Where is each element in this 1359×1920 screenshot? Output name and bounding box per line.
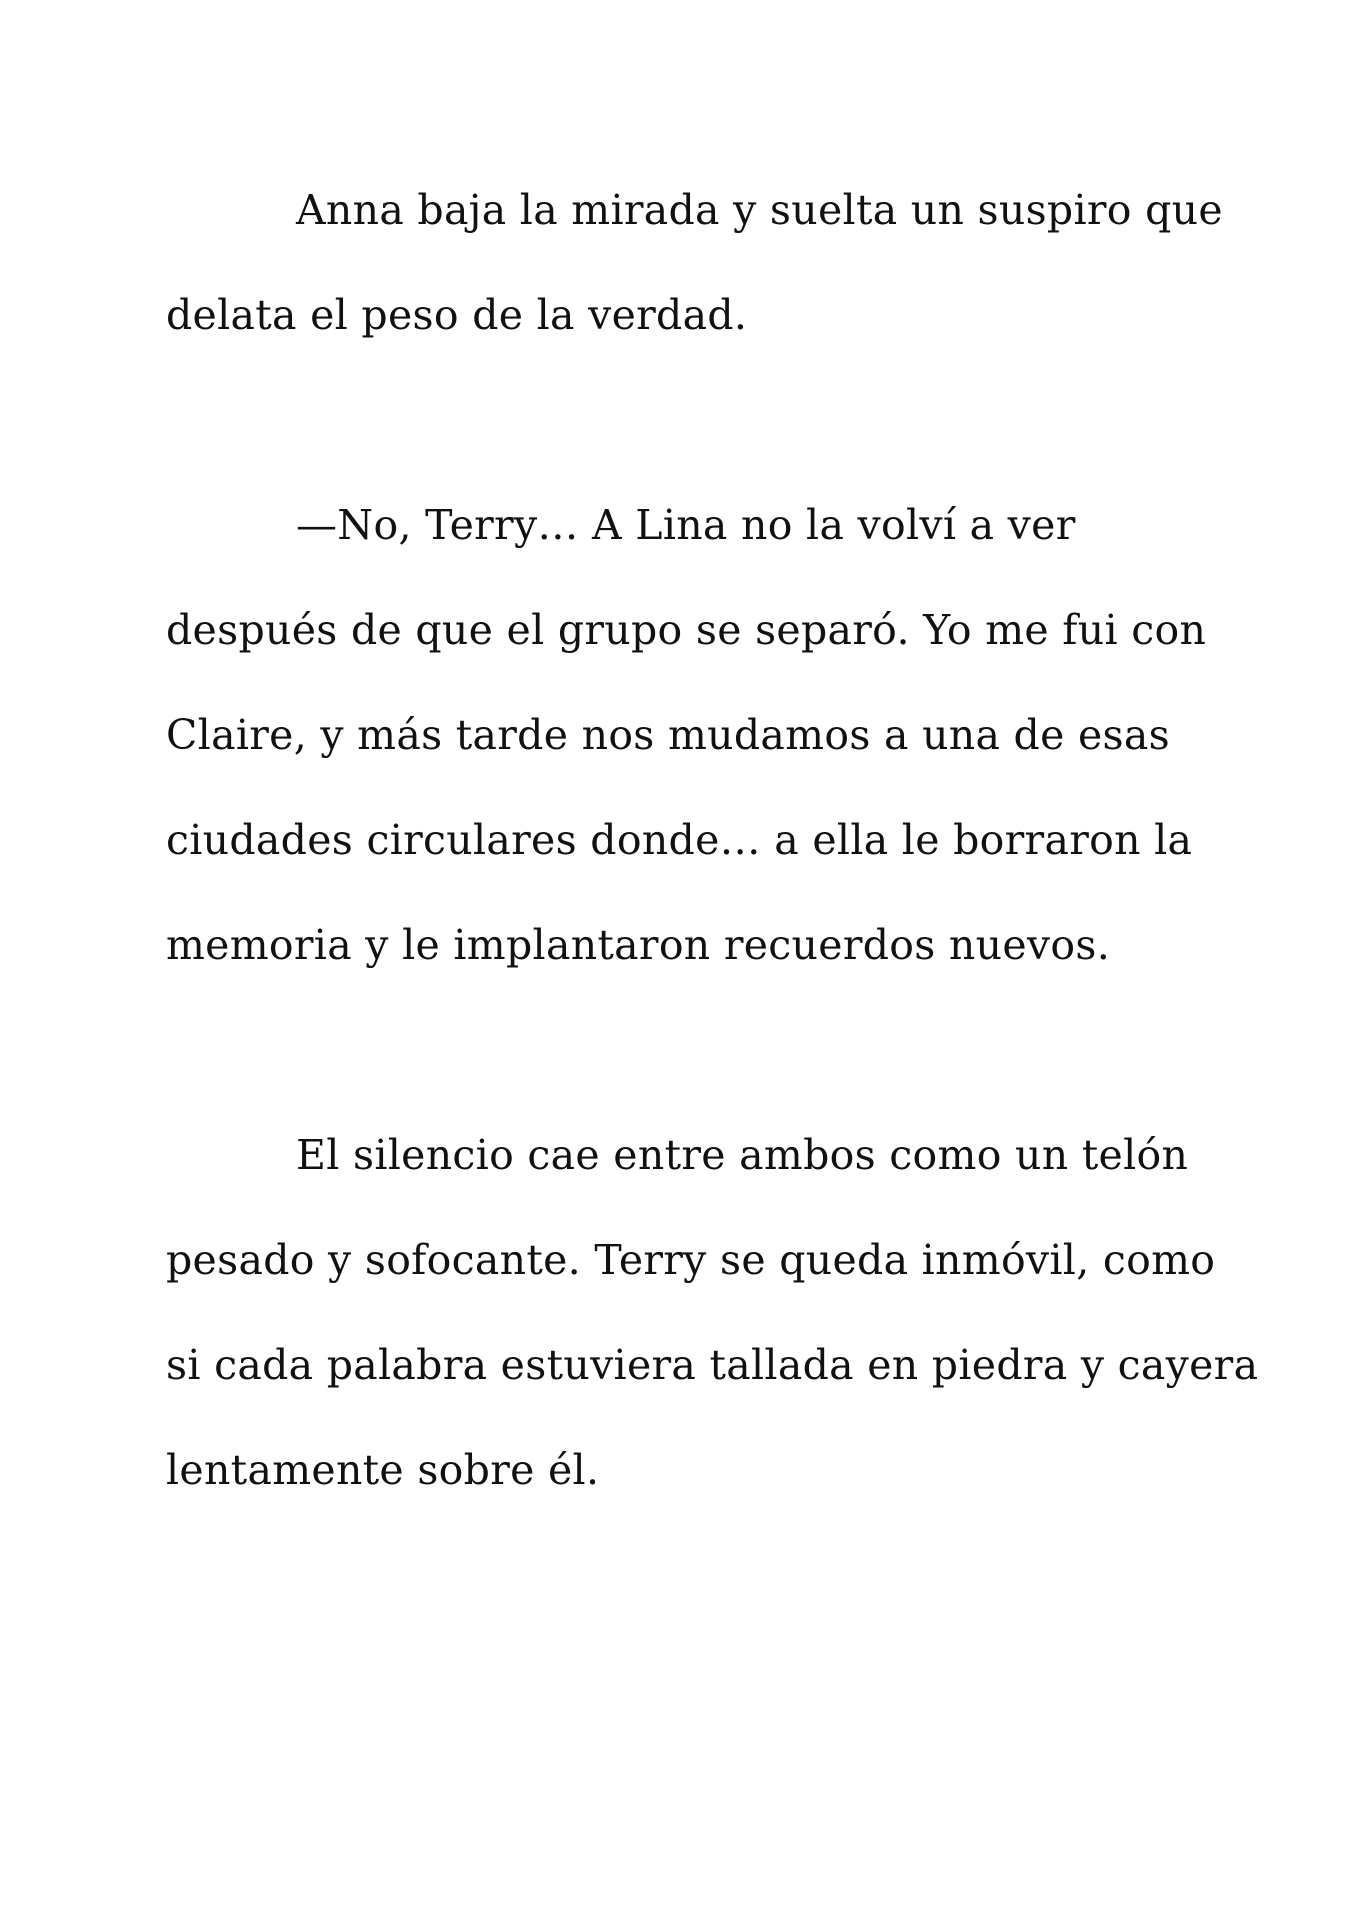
text-line: lentamente sobre él. [166,1446,600,1494]
text-line: Claire, y más tarde nos mudamos a una de esas [166,711,1170,759]
paragraph-3 [166,1103,1259,1523]
body-text [166,158,1259,1628]
text-line: después de que el grupo se separó. Yo me fui con [166,606,1207,654]
paragraph-1 [166,158,1223,368]
text-line: memoria y le implantaron recuerdos nuevos. [166,921,1111,969]
text-line: Anna baja la mirada y suelta un suspiro que [296,186,1223,234]
text-line: delata el peso de la verdad. [166,291,748,339]
text-line: si cada palabra estuviera tallada en piedra y cayera [166,1341,1259,1389]
text-line: ciudades circulares donde… a ella le borraron la [166,816,1193,864]
text-line: —No, Terry… A Lina no la volví a ver [296,501,1076,549]
text-line: pesado y sofocante. Terry se queda inmóvil, como [166,1236,1216,1284]
text-line: El silencio cae entre ambos como un telón [296,1131,1189,1179]
paragraph-2 [166,473,1206,998]
